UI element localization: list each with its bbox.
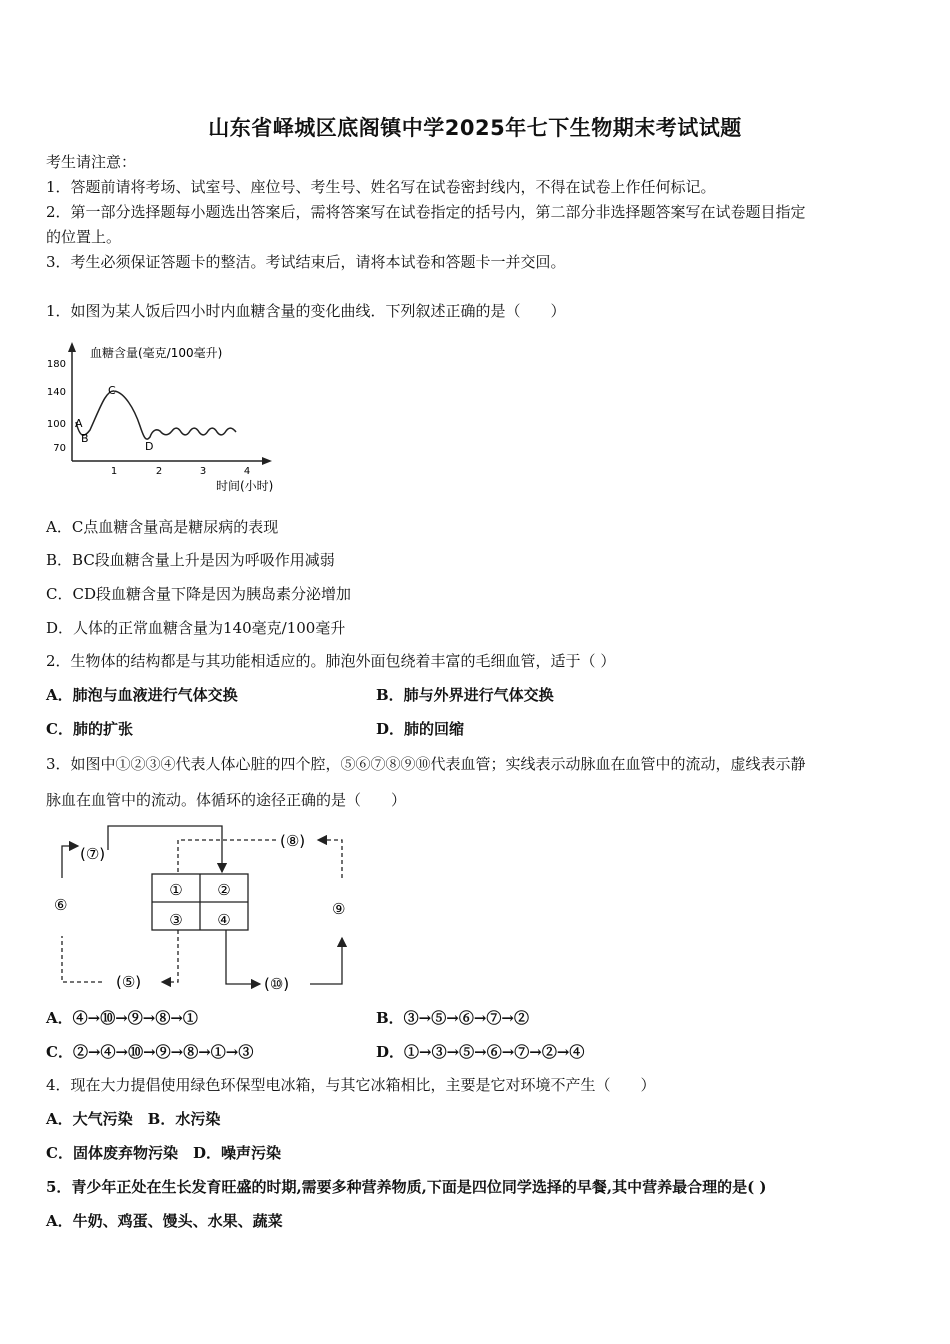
point-label-D: D	[145, 440, 154, 453]
q4-stem: 4．现在大力提倡使用绿色环保型电冰箱，与其它冰箱相比，主要是它对环境不产生（ ）	[46, 1076, 656, 1094]
q2-option-A: A．肺泡与血液进行气体交换	[46, 686, 238, 704]
point-label-A: A	[75, 417, 83, 430]
q3-option-B: B．③→⑤→⑥→⑦→②	[376, 1009, 529, 1027]
q2-stem: 2．生物体的结构都是与其功能相适应的。肺泡外面包绕着丰富的毛细血管，适于（ ）	[46, 652, 616, 670]
vessel-8-to-chamber-1	[178, 840, 276, 872]
notice-item-2: 2．第一部分选择题每小题选出答案后，需将答案写在试卷指定的括号内，第二部分非选择题答案写在试卷题目指定	[46, 203, 806, 221]
q4-options-line1: A．大气污染 B．水污染	[46, 1110, 221, 1128]
point-label-C: C	[108, 384, 116, 397]
q1-stem: 1．如图为某人饭后四小时内血糖含量的变化曲线．下列叙述正确的是（ ）	[46, 302, 566, 320]
x-tick-1: 1	[110, 466, 118, 477]
q3-option-D: D．①→③→⑤→⑥→⑦→②→④	[376, 1043, 585, 1061]
chamber-2: ②	[217, 881, 231, 899]
q1-option-A: A．C点血糖含量高是糖尿病的表现	[46, 518, 279, 536]
vessel-label-5: (⑤)	[116, 973, 142, 991]
q2-option-D: D．肺的回缩	[376, 720, 465, 738]
notice-item-2-cont: 的位置上。	[46, 228, 122, 246]
vessel-label-9: ⑨	[332, 900, 346, 918]
vessel-5-to-6	[62, 936, 102, 982]
point-label-B: B	[81, 432, 89, 445]
vessel-from-chamber-4	[226, 930, 260, 984]
x-axis-arrow	[262, 457, 272, 465]
q1-option-D: D．人体的正常血糖含量为140毫克/100毫升	[46, 619, 346, 637]
vessel-label-10: (⑩)	[264, 975, 290, 993]
vessel-10-to-9	[310, 938, 342, 984]
q3-option-C: C．②→④→⑩→⑨→⑧→①→③	[46, 1043, 254, 1061]
blood-sugar-chart	[44, 338, 304, 500]
chamber-4: ④	[217, 911, 231, 929]
page-title: 山东省峄城区底阁镇中学2025年七下生物期末考试试题	[208, 116, 742, 140]
chart-ylabel: 血糖含量(毫克/100毫升)	[90, 346, 223, 360]
vessel-7-to-chamber-2	[108, 826, 222, 872]
q1-option-C: C．CD段血糖含量下降是因为胰岛素分泌增加	[46, 585, 351, 603]
chamber-3: ③	[169, 911, 183, 929]
heart-circulation-diagram	[40, 818, 370, 1000]
notice-item-1: 1．答题前请将考场、试室号、座位号、考生号、姓名写在试卷密封线内，不得在试卷上作任何标记。	[46, 178, 716, 196]
q1-option-B: B．BC段血糖含量上升是因为呼吸作用减弱	[46, 551, 335, 569]
vessel-9-to-8	[318, 840, 342, 878]
y-tick-140: 140	[46, 387, 66, 398]
notice-heading: 考生请注意：	[46, 153, 137, 171]
q2-option-C: C．肺的扩张	[46, 720, 133, 738]
x-tick-3: 3	[199, 466, 207, 477]
vessel-chamber-3-to-5	[162, 930, 178, 982]
q5-option-A: A．牛奶、鸡蛋、馒头、水果、蔬菜	[46, 1212, 283, 1230]
notice-item-3: 3．考生必须保证答题卡的整洁。考试结束后，请将本试卷和答题卡一并交回。	[46, 253, 566, 271]
y-tick-180: 180	[46, 359, 66, 370]
q3-option-A: A．④→⑩→⑨→⑧→①	[46, 1009, 198, 1027]
y-axis-arrow	[68, 342, 76, 352]
vessel-label-7: (⑦)	[80, 845, 106, 863]
chart-xlabel: 时间(小时)	[216, 479, 274, 493]
y-tick-100: 100	[46, 419, 66, 430]
x-tick-4: 4	[243, 466, 251, 477]
chamber-1: ①	[169, 881, 183, 899]
q3-stem-line1: 3．如图中①②③④代表人体心脏的四个腔，⑤⑥⑦⑧⑨⑩代表血管；实线表示动脉血在血管中的流动，虚线表示静	[46, 755, 806, 773]
x-tick-2: 2	[155, 466, 163, 477]
q4-options-line2: C．固体废弃物污染 D．噪声污染	[46, 1144, 281, 1162]
q2-option-B: B．肺与外界进行气体交换	[376, 686, 554, 704]
vessel-label-6: ⑥	[54, 896, 68, 914]
vessel-6-to-7	[62, 846, 78, 878]
q5-stem: 5．青少年正处在生长发育旺盛的时期,需要多种营养物质,下面是四位同学选择的早餐,其中营养最合理的是( )	[46, 1178, 767, 1196]
blood-sugar-curve	[76, 391, 236, 439]
y-tick-70: 70	[53, 443, 66, 454]
vessel-label-8: (⑧)	[280, 832, 306, 850]
q3-stem-line2: 脉血在血管中的流动。体循环的途径正确的是（ ）	[46, 791, 407, 809]
